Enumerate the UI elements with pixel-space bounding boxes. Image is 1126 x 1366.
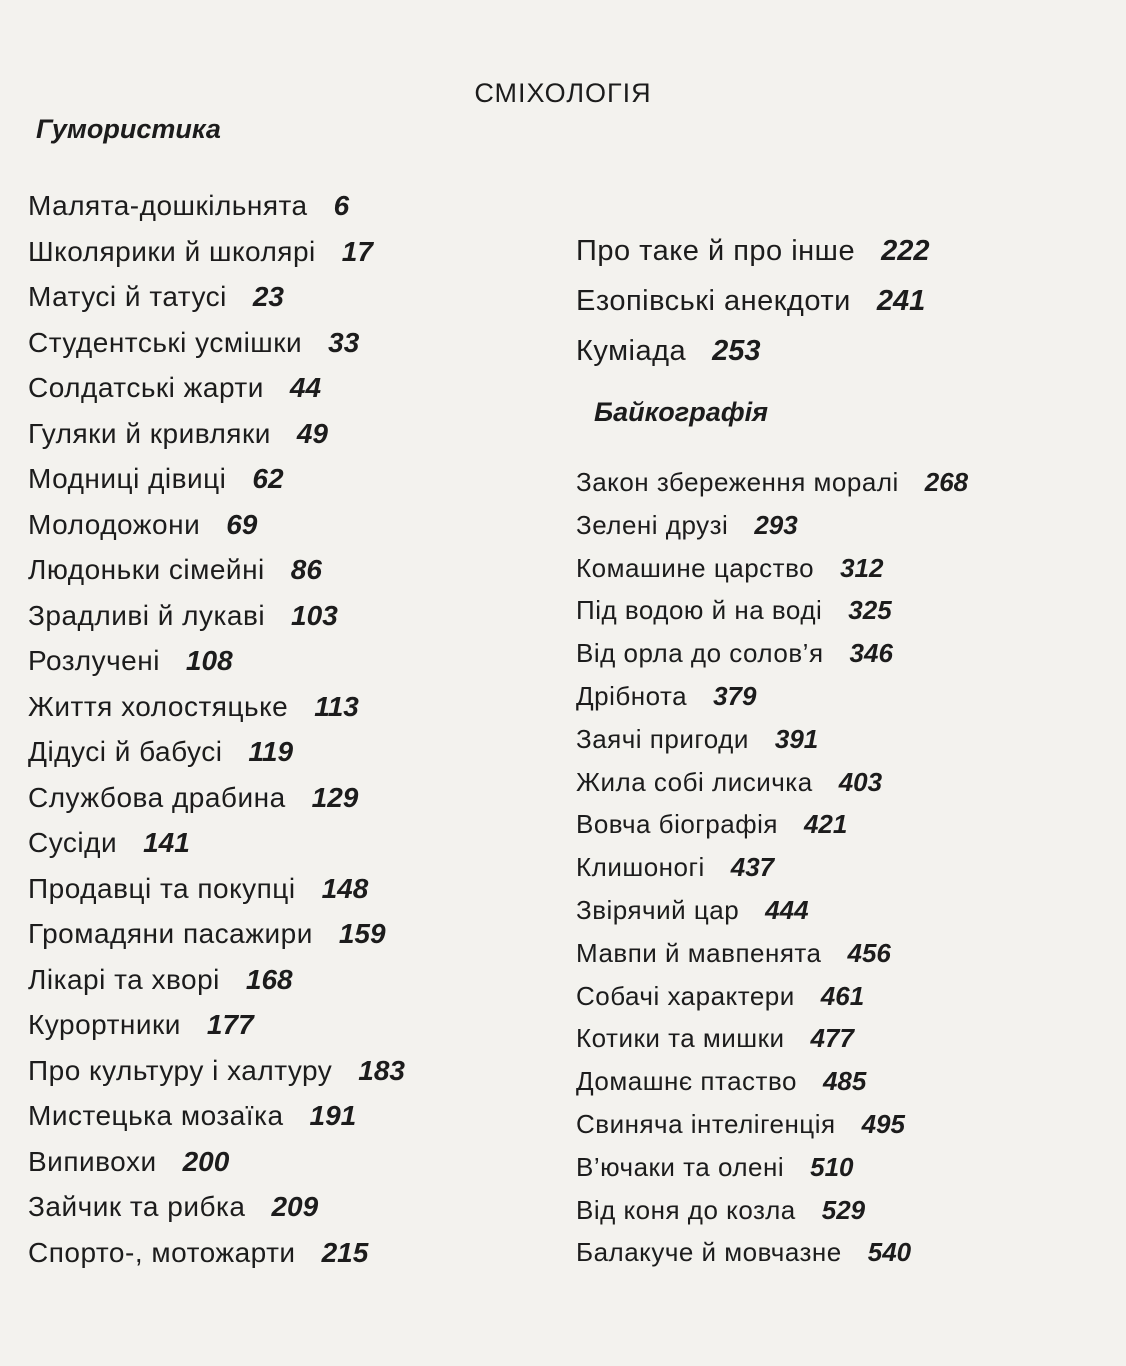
- entry-page-number: 44: [289, 372, 322, 403]
- entry-title: Езопівські анекдоти: [576, 285, 851, 317]
- toc-entry: [576, 1231, 1116, 1274]
- toc-entry: [576, 1189, 1116, 1232]
- toc-entry: [576, 1103, 1116, 1146]
- entry-title: Зелені друзі: [576, 509, 729, 540]
- entry-page-number: 141: [143, 827, 190, 858]
- entry-title: Службова драбина: [28, 781, 286, 813]
- entry-title: Балакуче й мовчазне: [576, 1237, 842, 1268]
- entry-title: Закон збереження моралі: [576, 467, 899, 497]
- entry-title: Мавпи й мавпенята: [576, 937, 822, 968]
- entry-title: Від коня до козла: [576, 1194, 796, 1225]
- entry-page-number: 529: [821, 1194, 866, 1225]
- toc-entry: [576, 975, 1116, 1018]
- entry-page-number: 103: [291, 599, 338, 631]
- entry-page-number: 461: [820, 980, 865, 1011]
- entry-title: Солдатські жарти: [28, 372, 264, 403]
- entry-page-number: 17: [341, 235, 373, 267]
- entry-page-number: 325: [848, 595, 892, 626]
- entry-page-number: 379: [713, 680, 757, 711]
- entry-page-number: 191: [309, 1100, 357, 1131]
- entry-page-number: 421: [803, 809, 848, 840]
- entry-title: Людоньки сімейні: [28, 554, 265, 585]
- toc-entry: [576, 889, 1116, 932]
- toc-entry: [28, 274, 568, 320]
- toc-entry: [576, 1017, 1116, 1060]
- entry-title: Собачі характери: [576, 980, 795, 1011]
- toc-entry: [28, 957, 568, 1003]
- entry-page-number: 62: [252, 463, 284, 494]
- entry-page-number: 444: [765, 894, 809, 925]
- entry-page-number: 69: [226, 508, 258, 540]
- toc-entry: [576, 675, 1116, 718]
- toc-entry: [28, 411, 568, 457]
- entry-title: Зрадливі й лукаві: [28, 599, 266, 631]
- entry-title: Розлучені: [28, 645, 160, 676]
- toc-entry: [28, 229, 568, 275]
- entry-page-number: 540: [867, 1237, 912, 1268]
- entry-page-number: 148: [321, 872, 369, 904]
- toc-entry: [576, 1060, 1116, 1103]
- entry-title: Про культуру і халтуру: [28, 1054, 333, 1086]
- entry-page-number: 437: [730, 852, 775, 883]
- toc-entry: [28, 502, 568, 548]
- toc-entry: [28, 1184, 568, 1230]
- entry-page-number: 293: [754, 509, 798, 540]
- entry-title: Звірячий цар: [576, 894, 740, 925]
- entry-title: Свиняча інтелігенція: [576, 1108, 836, 1139]
- toc-entry: [576, 761, 1116, 804]
- toc-entry: [28, 684, 568, 730]
- toc-humor-list-continued: [576, 226, 1116, 376]
- entry-title: Зайчик та рибка: [28, 1191, 246, 1222]
- toc-entry: [28, 1048, 568, 1094]
- toc-entry: [28, 365, 568, 411]
- entry-title: Дрібнота: [576, 680, 688, 711]
- toc-entry: [28, 1139, 568, 1185]
- toc-entry: [576, 803, 1116, 846]
- entry-title: Домашнє птаство: [576, 1066, 797, 1097]
- entry-page-number: 129: [311, 781, 359, 813]
- toc-humor-list: [28, 183, 568, 1275]
- entry-page-number: 200: [182, 1145, 230, 1177]
- entry-page-number: 177: [206, 1009, 254, 1040]
- section-heading-fables: Байкографія: [594, 397, 769, 427]
- entry-title: Малята-дошкільнята: [28, 190, 308, 221]
- toc-entry: [576, 276, 1116, 326]
- toc-entry: [576, 547, 1116, 590]
- entry-page-number: 215: [321, 1236, 369, 1268]
- entry-title: Лікарі та хворі: [28, 963, 220, 995]
- toc-entry: [576, 718, 1116, 761]
- page-title: СМІХОЛОГІЯ: [474, 78, 652, 108]
- entry-page-number: 346: [849, 638, 893, 669]
- toc-entry: [28, 1093, 568, 1139]
- entry-title: Школярики й школярі: [28, 235, 316, 267]
- toc-entry: [28, 593, 568, 639]
- entry-title: Під водою й на воді: [576, 595, 823, 626]
- entry-title: Спорто-, мотожарти: [28, 1236, 296, 1268]
- entry-page-number: 33: [328, 326, 360, 358]
- entry-title: Жила собі лисичка: [576, 766, 813, 797]
- toc-entry: [576, 461, 1116, 504]
- entry-page-number: 6: [333, 190, 350, 221]
- entry-page-number: 253: [712, 335, 761, 367]
- entry-page-number: 86: [290, 554, 322, 585]
- entry-page-number: 312: [840, 552, 884, 583]
- entry-title: Курортники: [28, 1009, 181, 1040]
- entry-page-number: 23: [252, 281, 285, 312]
- entry-page-number: 510: [810, 1151, 854, 1182]
- entry-title: Сусіди: [28, 827, 118, 858]
- toc-entry: [576, 326, 1116, 376]
- entry-title: Від орла до солов’я: [576, 638, 824, 669]
- entry-title: Про таке й про інше: [576, 235, 856, 267]
- entry-title: Дідусі й бабусі: [28, 736, 223, 767]
- entry-page-number: 183: [358, 1054, 405, 1086]
- toc-entry: [28, 320, 568, 366]
- toc-entry: [576, 932, 1116, 975]
- entry-title: Заячі пригоди: [576, 723, 749, 754]
- entry-page-number: 209: [271, 1191, 319, 1222]
- toc-entry: [576, 226, 1116, 276]
- entry-title: Клишоногі: [576, 852, 705, 883]
- entry-title: Комашине царство: [576, 552, 815, 583]
- entry-title: Громадяни пасажири: [28, 918, 313, 949]
- toc-entry: [28, 911, 568, 957]
- entry-page-number: 168: [245, 963, 293, 995]
- entry-title: Випивохи: [28, 1145, 157, 1177]
- entry-title: Куміада: [576, 335, 687, 367]
- toc-entry: [28, 729, 568, 775]
- toc-entry: [28, 1230, 568, 1276]
- entry-page-number: 241: [876, 285, 926, 317]
- toc-entry: [576, 589, 1116, 632]
- entry-title: Гуляки й кривляки: [28, 417, 271, 449]
- toc-entry: [576, 504, 1116, 547]
- entry-page-number: 268: [924, 467, 969, 497]
- entry-title: Мистецька мозаїка: [28, 1100, 284, 1131]
- entry-title: Студентські усмішки: [28, 326, 303, 358]
- toc-entry: [28, 456, 568, 502]
- toc-entry: [28, 775, 568, 821]
- toc-entry: [28, 183, 568, 229]
- toc-entry: [576, 846, 1116, 889]
- entry-page-number: 222: [881, 235, 930, 267]
- entry-title: Молодожони: [28, 508, 201, 540]
- entry-title: Життя холостяцьке: [28, 690, 289, 722]
- entry-page-number: 113: [314, 690, 359, 722]
- entry-page-number: 159: [338, 918, 386, 949]
- entry-title: Вовча біографія: [576, 809, 778, 840]
- entry-page-number: 403: [838, 766, 883, 797]
- toc-entry: [576, 1146, 1116, 1189]
- entry-page-number: 108: [185, 645, 233, 676]
- entry-title: Модниці дівиці: [28, 463, 227, 494]
- entry-page-number: 456: [847, 937, 891, 968]
- toc-entry: [28, 1002, 568, 1048]
- entry-page-number: 485: [822, 1066, 867, 1097]
- toc-fables-list: [576, 461, 1116, 1274]
- entry-title: Продавці та покупці: [28, 872, 296, 904]
- toc-entry: [28, 820, 568, 866]
- entry-page-number: 391: [774, 723, 819, 754]
- toc-entry: [28, 547, 568, 593]
- toc-entry: [576, 632, 1116, 675]
- entry-page-number: 477: [810, 1023, 854, 1054]
- entry-title: Матусі й татусі: [28, 281, 227, 312]
- toc-entry: [28, 638, 568, 684]
- entry-page-number: 119: [248, 736, 294, 767]
- toc-entry: [28, 866, 568, 912]
- entry-page-number: 49: [296, 417, 329, 449]
- entry-title: Котики та мишки: [576, 1023, 785, 1054]
- entry-title: В’ючаки та олені: [576, 1151, 785, 1182]
- entry-page-number: 495: [861, 1108, 905, 1139]
- section-heading-humor: Гумористика: [36, 114, 221, 144]
